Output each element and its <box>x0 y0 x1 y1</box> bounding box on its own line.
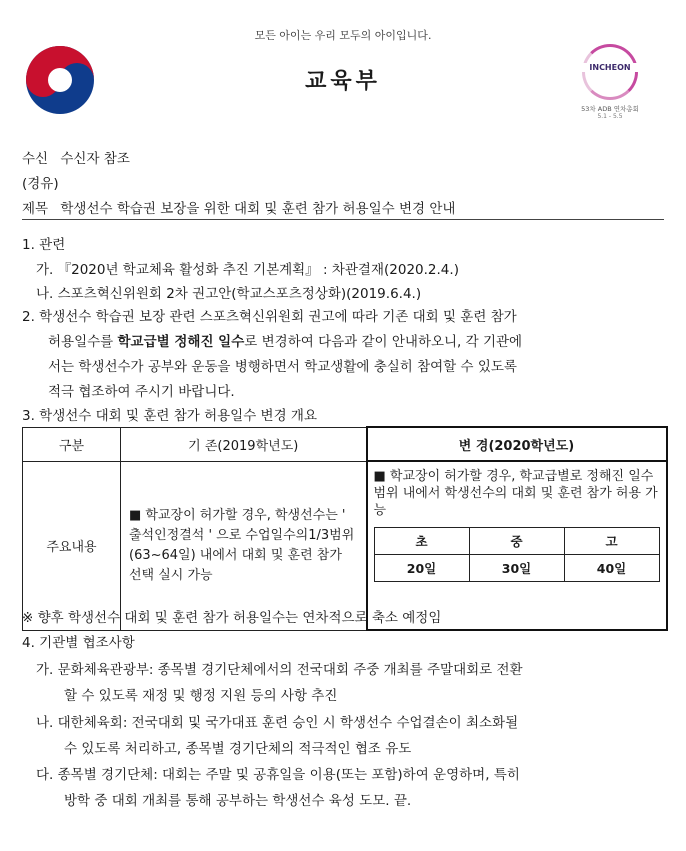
recipient-label: 수신 <box>22 151 49 167</box>
subject-line <box>22 197 455 217</box>
row-label: 주요내용 <box>23 461 121 630</box>
comparison-table <box>22 426 668 631</box>
days-elementary: 20일 <box>374 555 469 582</box>
subject-divider <box>22 219 664 220</box>
subject-label: 제목 <box>22 201 49 217</box>
section4-item-b-line2: 수 있도록 처리하고, 종목별 경기단체의 적극적인 협조 유도 <box>64 741 412 757</box>
existing-content: ■ 학교장이 허가할 경우, 학생선수는 ' 출석인정결석 ' 으로 수업일수의1/3범위(63~64일) 내에서 대회 및 훈련 참가 선택 실시 가능 <box>121 461 367 630</box>
level-high: 고 <box>564 528 659 555</box>
changed-text: ■ 학교장이 허가할 경우, 학교급별로 정해진 일수 범위 내에서 학생선수의 대회 및 훈련 참가 허용 가능 <box>373 469 658 518</box>
section4-title: 4. 기관별 협조사항 <box>22 635 135 651</box>
section2-line1: 2. 학생선수 학습권 보장 관련 스포츠혁신위원회 권고에 따라 기존 대회 및 훈련 참가 <box>22 309 517 325</box>
section1-item-b: 나. 스포츠혁신위원회 2차 권고안(학교스포츠정상화)(2019.6.4.) <box>36 286 422 302</box>
section4-item-a-line2: 할 수 있도록 재정 및 행정 지원 등의 사항 추진 <box>64 688 338 704</box>
days-high: 40일 <box>564 555 659 582</box>
header-changed: 변 경(2020학년도) <box>367 427 667 461</box>
level-middle: 중 <box>469 528 564 555</box>
event-logo-ring-icon <box>582 44 638 100</box>
section2-line3: 서는 학생선수가 공부와 운동을 병행하면서 학교생활에 충실히 참여할 수 있도록 <box>48 359 517 375</box>
recipient-value: 수신자 참조 <box>60 151 130 167</box>
section4-item-b-line1: 나. 대한체육회: 전국대회 및 국가대표 훈련 승인 시 학생선수 수업결손이 최소화될 <box>36 715 519 731</box>
changed-content <box>367 461 667 630</box>
section4-item-a-line1: 가. 문화체육관광부: 종목별 경기단체에서의 전국대회 주중 개최를 주말대회로 전환 <box>36 662 523 678</box>
via-line: (경유) <box>22 176 59 192</box>
section2-line2 <box>48 330 522 350</box>
section2-line4: 적극 협조하여 주시기 바랍니다. <box>48 384 235 400</box>
level-elementary: 초 <box>374 528 469 555</box>
recipient-line <box>22 147 130 167</box>
slogan: 모든 아이는 우리 모두의 아이입니다. <box>254 29 432 42</box>
event-logo-caption: 53차 ADB 연차총회 <box>581 105 639 113</box>
days-middle: 30일 <box>469 555 564 582</box>
section4-item-c-line1: 다. 종목별 경기단체: 대회는 주말 및 공휴일을 이용(또는 포함)하여 운영하며, 특히 <box>36 767 520 783</box>
section1-title: 1. 관련 <box>22 237 66 253</box>
section3-title: 3. 학생선수 대회 및 훈련 참가 허용일수 변경 개요 <box>22 408 317 424</box>
subject-value: 학생선수 학습권 보장을 위한 대회 및 훈련 참가 허용일수 변경 안내 <box>60 201 456 217</box>
section4-item-c-line2: 방학 중 대회 개최를 통해 공부하는 학생선수 육성 도모. 끝. <box>64 793 412 809</box>
section2-line2-post: 로 변경하여 다음과 같이 안내하오니, 각 기관에 <box>244 334 523 350</box>
event-logo-text: INCHEON <box>579 63 641 72</box>
days-table <box>374 527 660 582</box>
section2-line2-pre: 허용일수를 <box>48 334 118 350</box>
section3-note: ※ 향후 학생선수 대회 및 훈련 참가 허용일수는 연차적으로 축소 예정임 <box>22 610 442 626</box>
ministry-name: 교육부 <box>305 69 381 94</box>
section2-emphasis: 학교급별 정해진 일수 <box>117 334 245 350</box>
section1-item-a: 가. 『2020년 학교체육 활성화 추진 기본계획』 : 차관결재(2020.2.4.) <box>36 262 459 278</box>
event-logo-dates: 5.1 - 5.5 <box>597 113 623 120</box>
header-existing: 기 존(2019학년도) <box>121 427 367 461</box>
header-category: 구분 <box>23 427 121 461</box>
event-logo <box>572 44 648 120</box>
